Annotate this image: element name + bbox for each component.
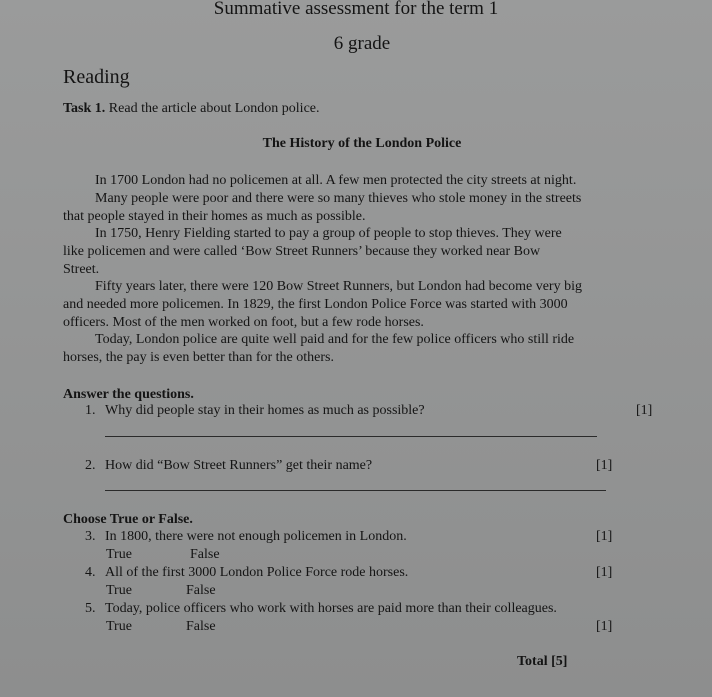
question-number: 2. bbox=[85, 458, 96, 473]
question-mark: [1] bbox=[636, 403, 653, 418]
question-number: 1. bbox=[85, 403, 96, 418]
answer-questions-heading: Answer the questions. bbox=[63, 387, 194, 402]
statement-text: Today, police officers who work with horses are paid more than their colleagues. bbox=[105, 601, 557, 616]
true-false-heading: Choose True or False. bbox=[63, 512, 193, 527]
task-instruction bbox=[63, 101, 320, 117]
task-label: Task 1. bbox=[63, 101, 106, 116]
article-line: and needed more policemen. In 1829, the first London Police Force was started with 3000 bbox=[63, 297, 568, 312]
true-option[interactable]: True bbox=[106, 619, 132, 634]
article-line: In 1750, Henry Fielding started to pay a group of people to stop thieves. They were bbox=[95, 226, 562, 241]
total-score: Total [5] bbox=[517, 654, 568, 669]
false-option[interactable]: False bbox=[186, 583, 216, 598]
statement-mark: [1] bbox=[596, 619, 613, 634]
question-text: Why did people stay in their homes as much as possible? bbox=[105, 403, 425, 418]
answer-line[interactable] bbox=[105, 490, 606, 491]
answer-line[interactable] bbox=[105, 436, 597, 437]
article-line: officers. Most of the men worked on foot, but a few rode horses. bbox=[63, 315, 424, 330]
false-option[interactable]: False bbox=[190, 547, 220, 562]
article-line: Fifty years later, there were 120 Bow Street Runners, but London had become very big bbox=[95, 279, 582, 294]
statement-number: 3. bbox=[85, 529, 96, 544]
false-option[interactable]: False bbox=[186, 619, 216, 634]
statement-item bbox=[85, 529, 407, 545]
question-item bbox=[85, 458, 372, 474]
statement-text: All of the first 3000 London Police Force rode horses. bbox=[105, 565, 409, 580]
article-line: Many people were poor and there were so many thieves who stole money in the streets bbox=[95, 191, 582, 206]
true-option[interactable]: True bbox=[106, 547, 132, 562]
statement-text: In 1800, there were not enough policemen in London. bbox=[105, 529, 407, 544]
statement-mark: [1] bbox=[596, 529, 613, 544]
statement-number: 4. bbox=[85, 565, 96, 580]
grade-label: 6 grade bbox=[333, 33, 391, 54]
article-line: Today, London police are quite well paid and for the few police officers who still ride bbox=[95, 332, 575, 347]
question-item bbox=[85, 403, 425, 419]
question-mark: [1] bbox=[596, 458, 613, 473]
article-line: In 1700 London had no policemen at all. A few men protected the city streets at night. bbox=[95, 173, 577, 188]
statement-item bbox=[85, 601, 557, 617]
true-option[interactable]: True bbox=[106, 583, 132, 598]
section-heading: Reading bbox=[63, 66, 130, 88]
article-line: that people stayed in their homes as much as possible. bbox=[63, 209, 366, 224]
article-line: horses, the pay is even better than for the others. bbox=[63, 350, 334, 365]
article-title: The History of the London Police bbox=[262, 136, 462, 151]
document-title: Summative assessment for the term 1 bbox=[213, 0, 499, 19]
task-text: Read the article about London police. bbox=[108, 101, 320, 116]
statement-item bbox=[85, 565, 408, 581]
article-line: Street. bbox=[63, 262, 100, 277]
article-line: like policemen and were called ‘Bow Street Runners’ because they worked near Bow bbox=[63, 244, 541, 259]
question-text: How did “Bow Street Runners” get their name? bbox=[105, 458, 373, 473]
statement-mark: [1] bbox=[596, 565, 613, 580]
statement-number: 5. bbox=[85, 601, 96, 616]
